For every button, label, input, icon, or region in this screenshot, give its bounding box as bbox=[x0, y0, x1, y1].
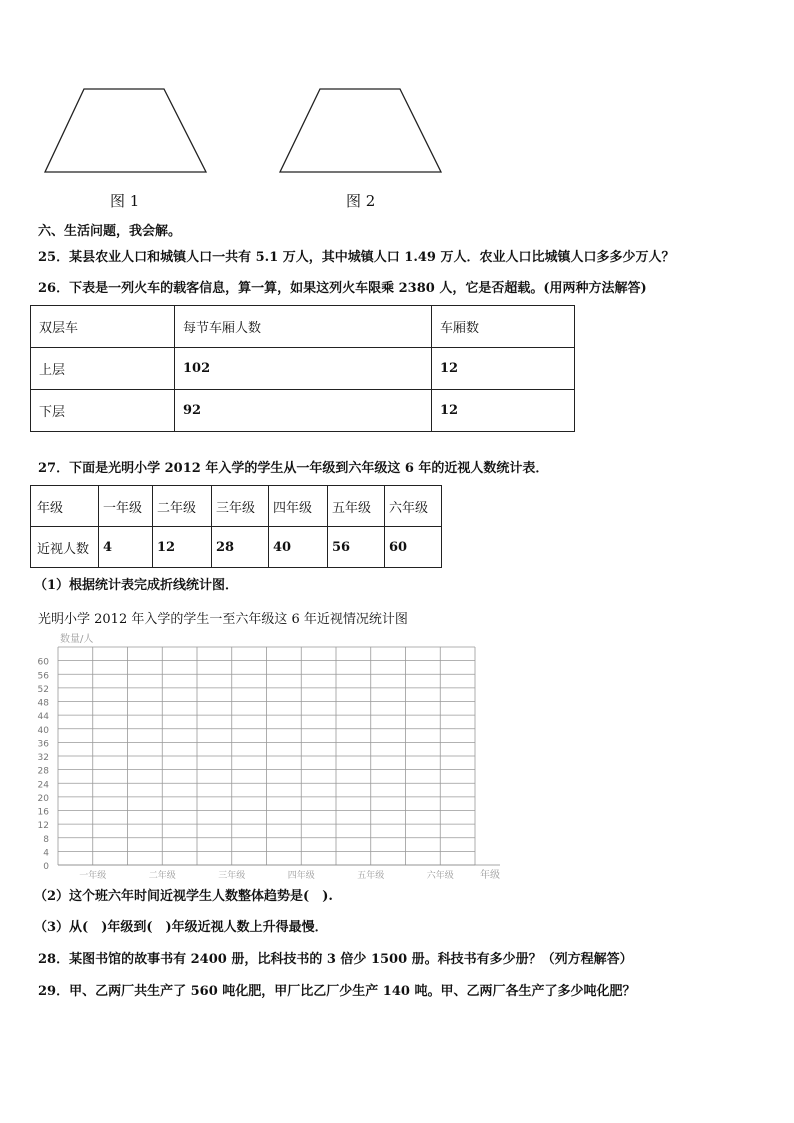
chart-x-axis-label: 年级 bbox=[480, 870, 500, 881]
table-cell: 下层 bbox=[31, 390, 175, 432]
trapezoid-figures bbox=[0, 0, 794, 220]
trapezoid-figure-2 bbox=[280, 89, 441, 172]
table-header-cell: 车厢数 bbox=[432, 306, 575, 348]
chart-x-tick-label: 五年级 bbox=[357, 871, 385, 881]
table-cell: 12 bbox=[432, 390, 575, 432]
chart-y-tick-label: 4 bbox=[43, 848, 49, 859]
table-header-cell: 一年级 bbox=[99, 486, 153, 527]
question-29: 29．甲、乙两厂共生产了 560 吨化肥，甲厂比乙厂少生产 140 吨。甲、乙两厂各生产了多少吨化肥？ bbox=[38, 984, 636, 999]
table-cell: 4 bbox=[99, 527, 153, 568]
question-28: 28．某图书馆的故事书有 2400 册，比科技书的 3 倍少 1500 册。科技书有多少册？（列方程解答） bbox=[38, 952, 633, 967]
question-27-part-3: （3）从( )年级到( )年级近视人数上升得最慢． bbox=[34, 920, 328, 935]
chart-y-tick-label: 40 bbox=[37, 725, 49, 736]
myopia-table bbox=[30, 485, 442, 568]
chart-y-tick-label: 32 bbox=[37, 753, 49, 763]
chart-y-axis-label: 数量/人 bbox=[60, 634, 94, 645]
table-header-cell: 二年级 bbox=[153, 486, 212, 527]
table-header-cell: 三年级 bbox=[212, 486, 269, 527]
chart-y-tick-label: 28 bbox=[37, 766, 49, 777]
chart-title: 光明小学 2012 年入学的学生一至六年级这 6 年近视情况统计图 bbox=[38, 612, 408, 627]
chart-x-tick-label: 一年级 bbox=[79, 871, 107, 881]
table-row bbox=[31, 306, 575, 348]
table-header-cell: 双层车 bbox=[31, 306, 175, 348]
line-chart bbox=[0, 625, 520, 885]
question-27-part-2: （2）这个班六年时间近视学生人数整体趋势是( ). bbox=[34, 889, 333, 904]
table-cell: 上层 bbox=[31, 348, 175, 390]
chart-y-tick-label: 20 bbox=[37, 793, 49, 804]
chart-y-tick-label: 56 bbox=[37, 671, 49, 682]
table-row bbox=[31, 486, 442, 527]
figure-1-label: 图 1 bbox=[110, 192, 140, 210]
chart-x-tick-label: 三年级 bbox=[218, 871, 246, 881]
table-cell: 56 bbox=[328, 527, 385, 568]
section-6-heading: 六、生活问题，我会解。 bbox=[38, 224, 182, 239]
table-cell: 60 bbox=[385, 527, 442, 568]
chart-y-tick-label: 48 bbox=[37, 698, 49, 709]
chart-y-tick-label: 0 bbox=[43, 862, 49, 872]
table-cell: 102 bbox=[175, 348, 432, 390]
table-cell: 近视人数 bbox=[31, 527, 99, 568]
chart-y-tick-label: 36 bbox=[37, 739, 49, 750]
table-row bbox=[31, 527, 442, 568]
chart-y-tick-label: 16 bbox=[37, 807, 49, 818]
chart-y-tick-label: 12 bbox=[37, 821, 49, 832]
question-26: 26．下表是一列火车的载客信息，算一算，如果这列火车限乘 2380 人，它是否超载。(用两种方法解答) bbox=[38, 281, 647, 296]
trapezoid-figure-1 bbox=[45, 89, 206, 172]
question-25: 25．某县农业人口和城镇人口一共有 5.1 万人，其中城镇人口 1.49 万人．农业人口比城镇人口多多少万人？ bbox=[38, 250, 675, 265]
table-cell: 12 bbox=[432, 348, 575, 390]
figure-2-label: 图 2 bbox=[346, 192, 376, 210]
table-header-cell: 年级 bbox=[31, 486, 99, 527]
table-header-cell: 每节车厢人数 bbox=[175, 306, 432, 348]
chart-x-tick-label: 四年级 bbox=[287, 871, 315, 881]
table-cell: 12 bbox=[153, 527, 212, 568]
table-row bbox=[31, 390, 575, 432]
train-table bbox=[30, 305, 575, 432]
table-row bbox=[31, 348, 575, 390]
table-cell: 40 bbox=[269, 527, 328, 568]
question-27-part-1: （1）根据统计表完成折线统计图． bbox=[34, 578, 239, 593]
table-cell: 92 bbox=[175, 390, 432, 432]
chart-y-tick-label: 52 bbox=[37, 684, 49, 695]
chart-y-tick-label: 24 bbox=[37, 780, 49, 791]
question-27: 27．下面是光明小学 2012 年入学的学生从一年级到六年级这 6 年的近视人数统计表． bbox=[38, 461, 549, 476]
chart-y-tick-label: 44 bbox=[37, 712, 49, 723]
chart-x-tick-label: 二年级 bbox=[148, 871, 176, 881]
table-header-cell: 四年级 bbox=[269, 486, 328, 527]
chart-x-tick-label: 六年级 bbox=[426, 871, 454, 881]
table-cell: 28 bbox=[212, 527, 269, 568]
chart-y-tick-label: 60 bbox=[37, 657, 49, 668]
chart-y-tick-label: 8 bbox=[43, 834, 49, 845]
table-header-cell: 五年级 bbox=[328, 486, 385, 527]
table-header-cell: 六年级 bbox=[385, 486, 442, 527]
